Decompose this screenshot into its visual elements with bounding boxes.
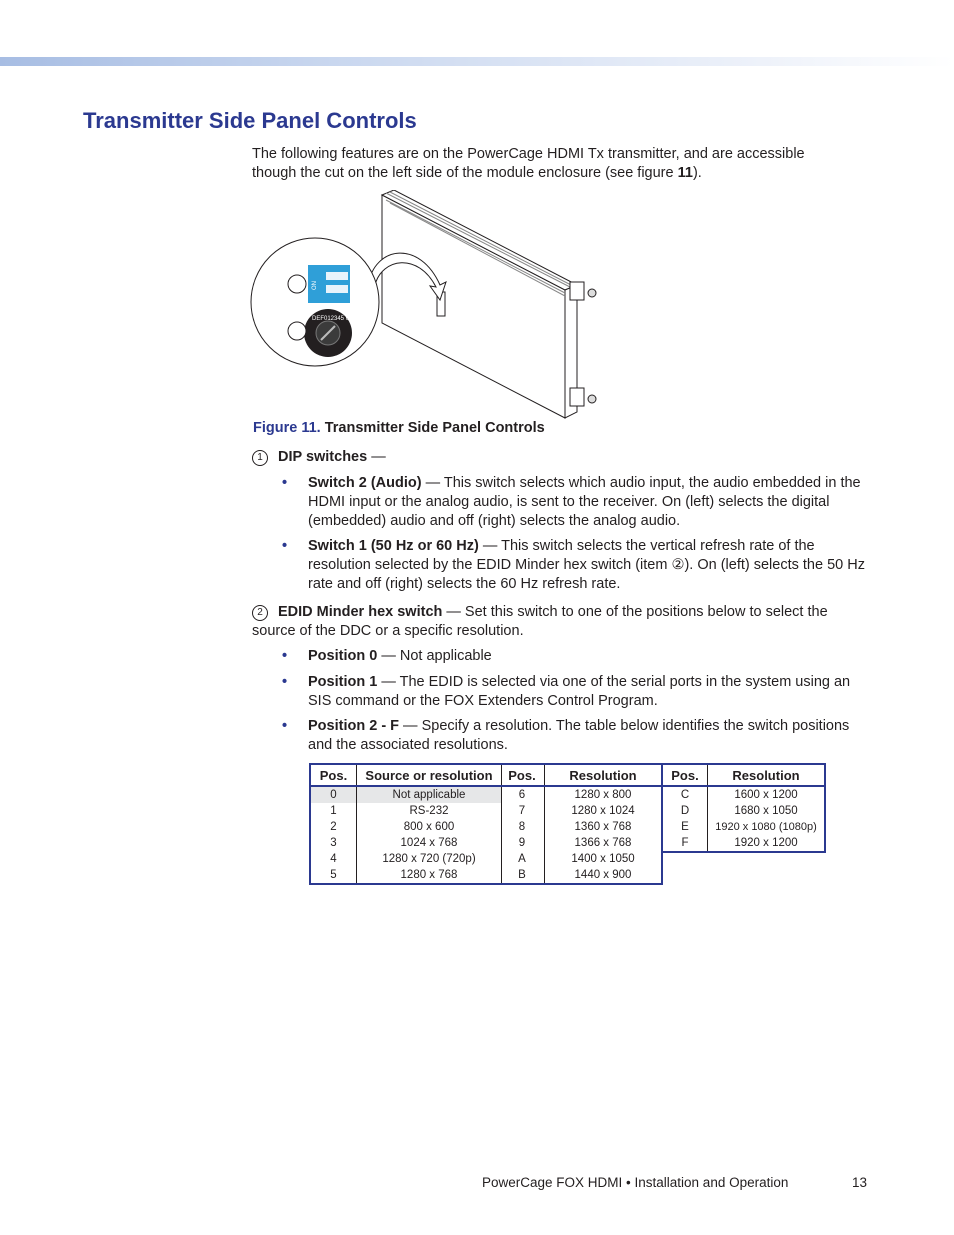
- table-cell: 1280 x 720 (720p): [382, 853, 476, 865]
- table-header: Resolution: [708, 764, 826, 786]
- list-item: [282, 474, 867, 531]
- table-cell: 8: [500, 819, 545, 835]
- table-cell: 3: [310, 835, 357, 851]
- table-cell: F: [663, 835, 708, 852]
- bullet-bold: Position 0: [308, 648, 378, 664]
- resolution-table-2: [500, 763, 663, 885]
- bullet-icon: •: [282, 674, 288, 690]
- figure-caption-text: Transmitter Side Panel Controls: [324, 420, 545, 436]
- list-item: [282, 673, 867, 711]
- table-row: [500, 851, 662, 867]
- intro-line-1: The following features are on the PowerCage HDMI Tx transmitter, and are accessible: [252, 146, 805, 162]
- table-cell: 6: [500, 786, 545, 803]
- table-cell: 5: [310, 867, 357, 884]
- module-enclosure: [382, 190, 596, 418]
- bullet-bold: Switch 1 (50 Hz or 60 Hz): [308, 538, 479, 554]
- table-cell: A: [500, 851, 545, 867]
- figure-reference: 11: [677, 165, 693, 181]
- item-1-title: DIP switches: [278, 449, 368, 465]
- table-row: [310, 803, 502, 819]
- table-row: [310, 851, 502, 867]
- table-cell: 1440 x 900: [574, 869, 632, 881]
- bullet-icon: •: [282, 538, 288, 554]
- bullet-icon: •: [282, 718, 288, 734]
- item-2-paragraph: [252, 603, 862, 641]
- intro-paragraph: [252, 145, 832, 183]
- table-row: [663, 835, 825, 852]
- figure-number: Figure 11.: [253, 420, 321, 436]
- page-title: Transmitter Side Panel Controls: [83, 108, 417, 133]
- table-header: Pos.: [663, 764, 708, 786]
- table-cell: 1: [310, 803, 357, 819]
- list-item: [282, 537, 867, 594]
- table-row: [310, 819, 502, 835]
- table-row: [500, 819, 662, 835]
- table-cell: 7: [500, 803, 545, 819]
- table-cell: 0: [310, 786, 357, 803]
- table-cell: 800 x 600: [403, 821, 455, 833]
- table-cell: 2: [310, 819, 357, 835]
- table-cell: RS-232: [409, 805, 449, 817]
- bullet-bold: Position 1: [308, 674, 378, 690]
- table-cell: C: [663, 786, 708, 803]
- callout-2-marker: [288, 322, 306, 340]
- table-cell: 1400 x 1050: [571, 853, 635, 865]
- table-row: [500, 786, 662, 803]
- table-header: Pos.: [500, 764, 545, 786]
- item-2-text: — Set this switch to one of the positions below to select the source of the DDC or a specific resolution.: [252, 604, 828, 639]
- table-cell: E: [663, 819, 708, 835]
- item-1-dash: —: [367, 449, 386, 465]
- bullet-bold: Switch 2 (Audio): [308, 475, 422, 491]
- table-row: [663, 803, 825, 819]
- bullet-text: — Not applicable: [377, 648, 492, 664]
- item-number-2: 2: [252, 605, 268, 621]
- table-cell: 1280 x 800: [574, 789, 632, 801]
- resolution-table-3: [663, 763, 826, 853]
- bullet-text: — The EDID is selected via one of the serial ports in the system using an SIS command or the FOX Extenders Control Program.: [308, 674, 851, 709]
- table-row: [310, 867, 502, 884]
- table-row: [500, 835, 662, 851]
- table-cell: 1920 x 1200: [734, 837, 798, 849]
- table-header: Source or resolution: [357, 764, 502, 786]
- table-cell: 1024 x 768: [400, 837, 458, 849]
- bullet-text: — This switch selects which audio input, the audio embedded in the HDMI input or the analog audio, is sent to the receiver. On (left) selects the digital (embedded) audio and off (right) selects the analog audio.: [308, 475, 861, 529]
- table-header: Resolution: [545, 764, 663, 786]
- bullet-icon: •: [282, 648, 288, 664]
- item-number-1: 1: [252, 450, 268, 466]
- transmitter-illustration: [250, 190, 610, 420]
- table-cell: 1920 x 1080 (1080p): [715, 821, 817, 833]
- bullet-icon: •: [282, 475, 288, 491]
- list-item: [282, 717, 867, 755]
- table-cell: Not applicable: [392, 789, 466, 801]
- bullet-text: — This switch selects the vertical refresh rate of the resolution selected by the EDID Minder hex switch (item ②). On (left) selects the 50 Hz rate and off (right) selects the 60 Hz refresh rate.: [308, 538, 865, 592]
- table-cell: 1366 x 768: [574, 837, 632, 849]
- bullet-text: — Specify a resolution. The table below identifies the switch positions and the associated resolutions.: [308, 718, 850, 753]
- table-row: [500, 803, 662, 819]
- footer-title: PowerCage FOX HDMI • Installation and Operation: [482, 1175, 789, 1190]
- intro-line-2: though the cut on the left side of the module enclosure (see figure: [252, 165, 678, 181]
- table-cell: D: [663, 803, 708, 819]
- resolution-table-1: [309, 763, 502, 885]
- table-cell: 1680 x 1050: [734, 805, 798, 817]
- item-2-title: EDID Minder hex switch: [278, 604, 443, 620]
- callout-1-marker: [288, 275, 306, 293]
- table-row: [663, 819, 825, 835]
- table-row: [310, 835, 502, 851]
- table-cell: 4: [310, 851, 357, 867]
- figure-caption: [253, 420, 545, 436]
- table-cell: 9: [500, 835, 545, 851]
- table-cell: 1280 x 768: [400, 869, 458, 881]
- header-bar: [0, 57, 954, 66]
- table-row: [500, 867, 662, 884]
- dip-switch-label: ON: [312, 281, 318, 290]
- hex-switch-label: DEF012345 6789ABC: [312, 316, 372, 322]
- table-row: [663, 786, 825, 803]
- list-item: [282, 647, 867, 666]
- item-1-heading: [252, 448, 852, 467]
- table-cell: 1600 x 1200: [734, 789, 798, 801]
- intro-line-2-end: ).: [692, 165, 702, 181]
- table-row: [310, 786, 502, 803]
- table-header: Pos.: [310, 764, 357, 786]
- bullet-bold: Position 2 - F: [308, 718, 400, 734]
- table-cell: 1360 x 768: [574, 821, 632, 833]
- table-cell: 1280 x 1024: [571, 805, 635, 817]
- table-cell: B: [500, 867, 545, 884]
- page-number: 13: [852, 1175, 868, 1190]
